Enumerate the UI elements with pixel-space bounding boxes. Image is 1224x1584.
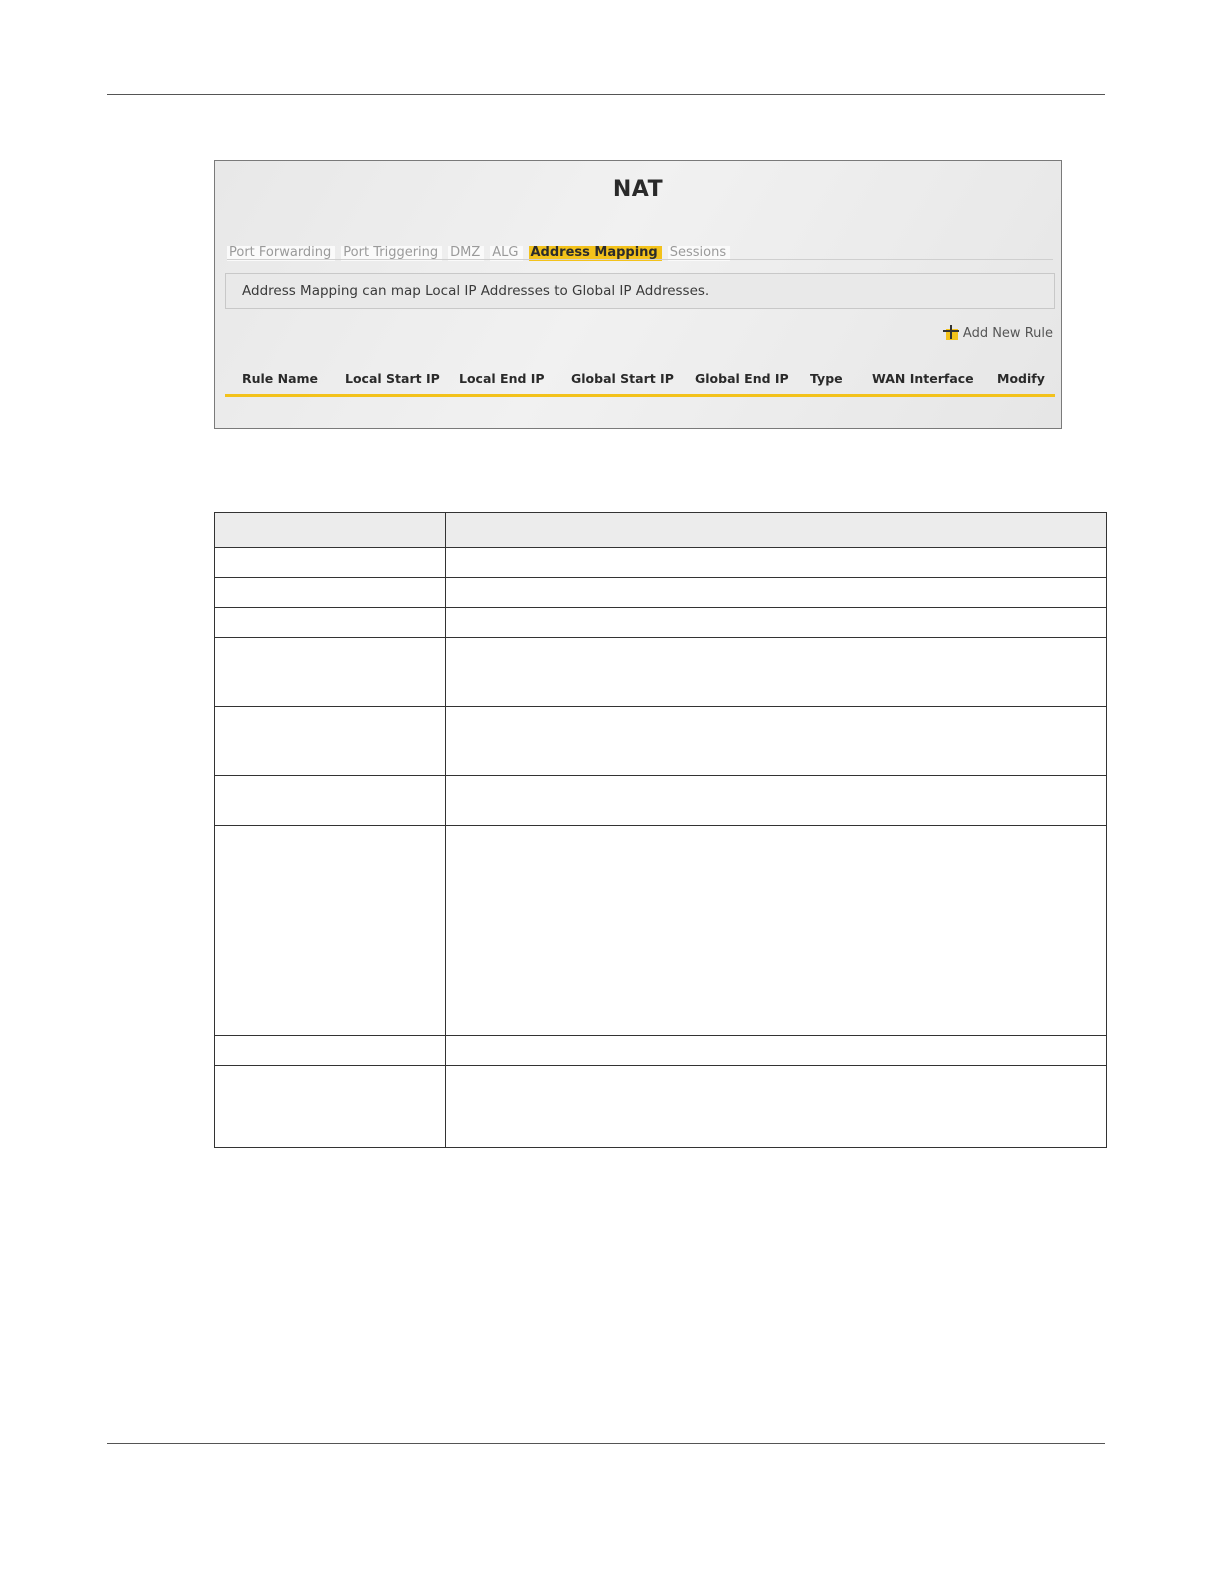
tab-sessions[interactable]: Sessions	[668, 246, 730, 261]
column-header-global-start-ip: Global Start IP	[571, 371, 674, 386]
column-header-wan-interface: WAN Interface	[872, 371, 974, 386]
add-new-rule-button[interactable]	[943, 325, 1053, 341]
table-cell	[446, 608, 1107, 638]
table-row	[215, 1066, 1107, 1148]
table-header-cell	[446, 513, 1107, 548]
table-row	[215, 707, 1107, 776]
table-header-underline	[225, 394, 1055, 397]
page-footer-rule	[107, 1443, 1105, 1444]
table-cell	[446, 638, 1107, 707]
tab-alg[interactable]: ALG	[490, 246, 522, 261]
page-title: NAT	[612, 177, 664, 202]
table-cell	[446, 548, 1107, 578]
table-cell	[215, 608, 446, 638]
tab-divider	[227, 259, 1053, 260]
column-header-global-end-ip: Global End IP	[695, 371, 789, 386]
table-header-cell	[215, 513, 446, 548]
column-header-rule-name: Rule Name	[242, 371, 319, 386]
plus-icon	[943, 325, 959, 341]
table-cell	[446, 1066, 1107, 1148]
table-row	[215, 548, 1107, 578]
table-cell	[215, 826, 446, 1036]
table-row	[215, 608, 1107, 638]
table-cell	[446, 707, 1107, 776]
table-cell	[215, 1066, 446, 1148]
tab-port-forwarding[interactable]: Port Forwarding	[227, 246, 335, 261]
table-cell	[446, 578, 1107, 608]
table-cell	[446, 826, 1107, 1036]
table-cell	[215, 1036, 446, 1066]
table-row	[215, 1036, 1107, 1066]
tab-address-mapping[interactable]: Address Mapping	[529, 246, 662, 261]
table-cell	[215, 707, 446, 776]
field-description-table	[214, 512, 1107, 1148]
column-header-modify: Modify	[997, 371, 1045, 386]
tab-dmz[interactable]: DMZ	[448, 246, 484, 261]
table-row	[215, 826, 1107, 1036]
table-header-row	[215, 513, 1107, 548]
table-cell	[446, 776, 1107, 826]
page-header-rule	[107, 94, 1105, 95]
add-new-rule-label: Add New Rule	[962, 325, 1053, 341]
table-row	[215, 638, 1107, 707]
nat-screenshot-panel	[214, 160, 1062, 429]
table-cell	[215, 578, 446, 608]
info-message: Address Mapping can map Local IP Addresses to Global IP Addresses.	[225, 273, 1055, 309]
table-cell	[215, 638, 446, 707]
column-header-local-start-ip: Local Start IP	[345, 371, 440, 386]
table-row	[215, 776, 1107, 826]
column-header-local-end-ip: Local End IP	[459, 371, 545, 386]
tab-port-triggering[interactable]: Port Triggering	[341, 246, 442, 261]
column-header-type: Type	[810, 371, 843, 386]
table-cell	[215, 776, 446, 826]
table-row	[215, 578, 1107, 608]
table-cell	[446, 1036, 1107, 1066]
table-cell	[215, 548, 446, 578]
